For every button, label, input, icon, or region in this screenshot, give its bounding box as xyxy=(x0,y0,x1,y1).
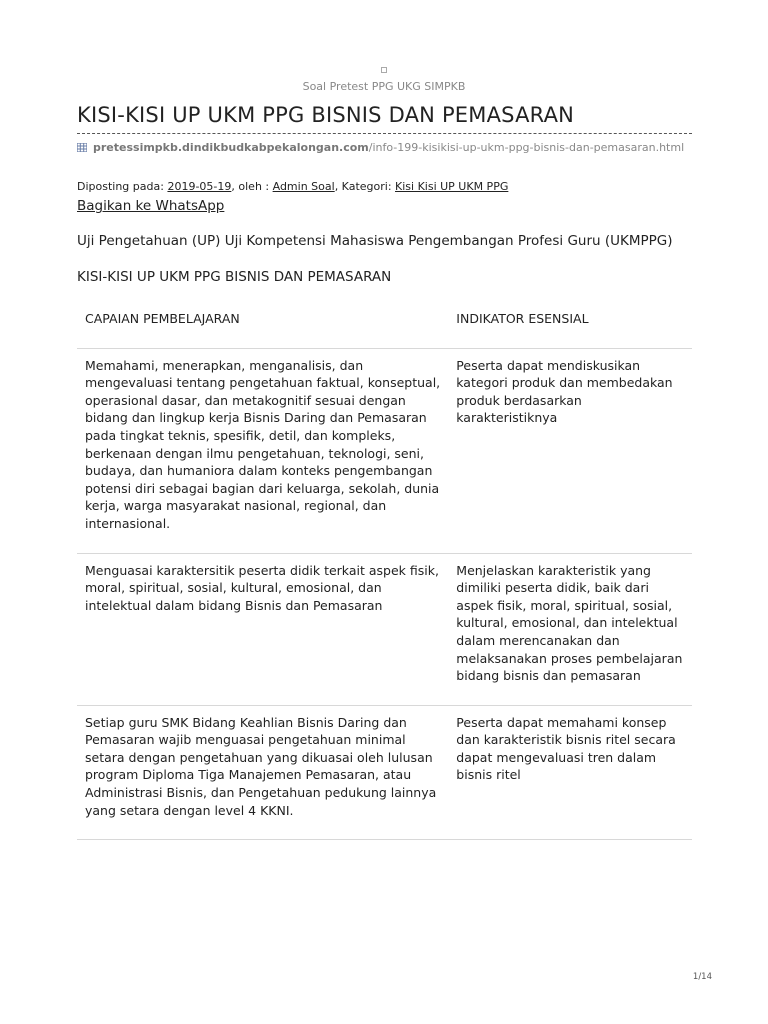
share-whatsapp-link[interactable]: Bagikan ke WhatsApp xyxy=(77,198,225,214)
post-meta xyxy=(77,180,508,193)
table-row xyxy=(77,705,692,840)
posted-label: Diposting pada: xyxy=(77,180,168,193)
title-divider xyxy=(77,133,692,134)
url-path: /info-199-kisikisi-up-ukm-ppg-bisnis-dan-pemasaran.html xyxy=(368,141,685,154)
header-capaian: CAPAIAN PEMBELAJARAN xyxy=(77,300,448,348)
capaian-cell: Menguasai karaktersitik peserta didik terkait aspek fisik, moral, spiritual, sosial, kultural, emosional, dan intelektual dalam bidang Bisnis dan Pemasaran xyxy=(77,553,448,705)
capaian-cell: Setiap guru SMK Bidang Keahlian Bisnis Daring dan Pemasaran wajib menguasai pengetahuan minimal setara dengan pengetahuan yang dikuasai oleh lulusan program Diploma Tiga Manajemen Pemasaran, atau Administrasi Bisnis, dan Pengetahuan pedukung lainnya yang setara dengan level 4 KKNI. xyxy=(77,705,448,840)
header-indikator: INDIKATOR ESENSIAL xyxy=(448,300,692,348)
capaian-cell: Memahami, menerapkan, menganalisis, dan mengevaluasi tentang pengetahuan faktual, konseptual, operasional dasar, dan metakognitif sesuai dengan bidang dan lingkup kerja Bisnis Daring dan Pemasaran pada tingkat teknis, spesifik, detil, dan kompleks, berkenaan dengan ilmu pengetahuan, teknologi, seni, budaya, dan humaniora dalam konteks pengembangan potensi diri sebagai bagian dari keluarga, sekolah, dunia kerja, warga masyarakat nasional, regional, dan internasional. xyxy=(77,348,448,553)
url-domain: pretessimpkb.dindikbudkabpekalongan.com xyxy=(93,141,369,154)
indikator-cell: Menjelaskan karakteristik yang dimiliki peserta didik, baik dari aspek fisik, moral, spiritual, sosial, kultural, emosional, dan intelektual dalam merencanakan dan melaksanakan proses pembelajaran bidang bisnis dan pemasaran xyxy=(448,553,692,705)
indikator-cell: Peserta dapat memahami konsep dan karakteristik bisnis ritel secara dapat mengevaluasi tren dalam bisnis ritel xyxy=(448,705,692,840)
category-label: , Kategori: xyxy=(334,180,396,193)
kisi-table xyxy=(77,300,692,840)
indikator-cell: Peserta dapat mendiskusikan kategori produk dan membedakan produk berdasarkan karakteristiknya xyxy=(448,348,692,553)
post-date-link[interactable]: 2019-05-19 xyxy=(167,180,232,193)
intro-text: Uji Pengetahuan (UP) Uji Kompetensi Mahasiswa Pengembangan Profesi Guru (UKMPPG) xyxy=(77,233,673,249)
by-label: , oleh : xyxy=(231,180,273,193)
page-number: 1/14 xyxy=(692,972,712,982)
section-subtitle: KISI-KISI UP UKM PPG BISNIS DAN PEMASARAN xyxy=(77,269,392,285)
header-marker-icon xyxy=(381,67,387,73)
page-title: KISI-KISI UP UKM PPG BISNIS DAN PEMASARAN xyxy=(77,103,575,127)
grid-icon xyxy=(77,143,87,152)
author-link[interactable]: Admin Soal xyxy=(272,180,335,193)
table-header-row xyxy=(77,300,692,348)
table-row xyxy=(77,553,692,705)
site-name: Soal Pretest PPG UKG SIMPKB xyxy=(302,80,466,93)
source-url[interactable] xyxy=(77,141,684,154)
category-link[interactable]: Kisi Kisi UP UKM PPG xyxy=(395,180,509,193)
table-row xyxy=(77,348,692,553)
